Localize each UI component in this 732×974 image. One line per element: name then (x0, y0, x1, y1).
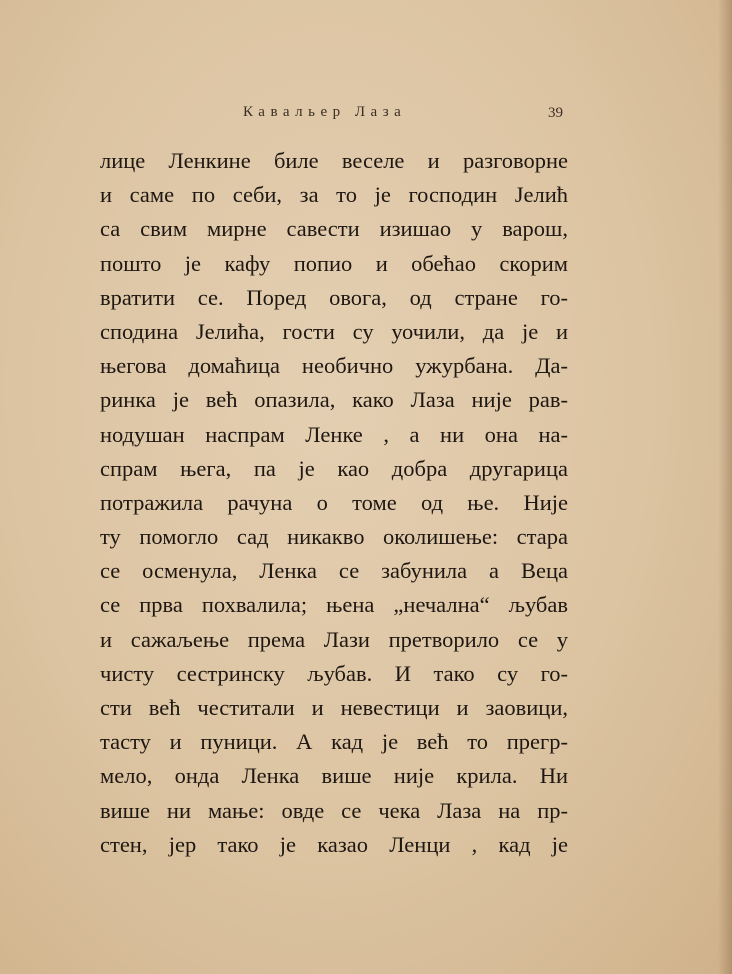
text-line-18: тасту и пуници. А кад је већ то прегр- (100, 729, 568, 755)
text-line-3: са свим мирне савести изишао у варош, (100, 216, 568, 242)
text-line-9: нодушан наспрам Ленке , а ни она на- (100, 421, 568, 447)
text-line-20: више ни мање: овде се чека Лаза на пр- (100, 797, 568, 823)
body-text (100, 144, 568, 862)
text-line-21: стен, јер тако је казао Ленци , кад је (100, 831, 568, 857)
text-line-11: потражила рачуна о томе од ње. Није (100, 489, 568, 515)
text-line-17: сти већ честитали и невестици и заовици, (100, 695, 568, 720)
text-line-8: ринка је већ опазила, како Лаза није рав- (100, 387, 568, 413)
text-line-19: мело, онда Ленка више није крила. Ни (100, 763, 568, 789)
running-title: Кавальер Лаза (243, 104, 407, 120)
text-line-12: ту помогло сад никакво околишење: стара (100, 524, 568, 550)
page-number: 39 (548, 105, 563, 121)
text-line-6: сподина Јелића, гости су уочили, да је и (100, 318, 568, 344)
text-line-7: његова домаћица необично ужурбана. Да- (100, 353, 568, 379)
text-line-15: и сажаљење према Лази претворило се у (100, 626, 568, 652)
text-line-13: се осменула, Ленка се забунила а Веца (100, 558, 568, 584)
text-line-16: чисту сестринску љубав. И тако су го- (100, 660, 568, 686)
text-line-4: пошто је кафу попио и обећао скорим (100, 250, 568, 276)
text-line-14: се прва похвалила; њена „нечална“ љубав (100, 592, 568, 618)
text-line-5: вратити се. Поред овога, од стране го- (100, 284, 568, 310)
text-line-1: лице Ленкине биле веселе и разговорне (100, 148, 568, 173)
text-line-2: и саме по себи, за то је господин Јелић (100, 182, 568, 208)
running-header (0, 104, 732, 128)
text-line-10: спрам њега, па је као добра другарица (100, 455, 568, 481)
